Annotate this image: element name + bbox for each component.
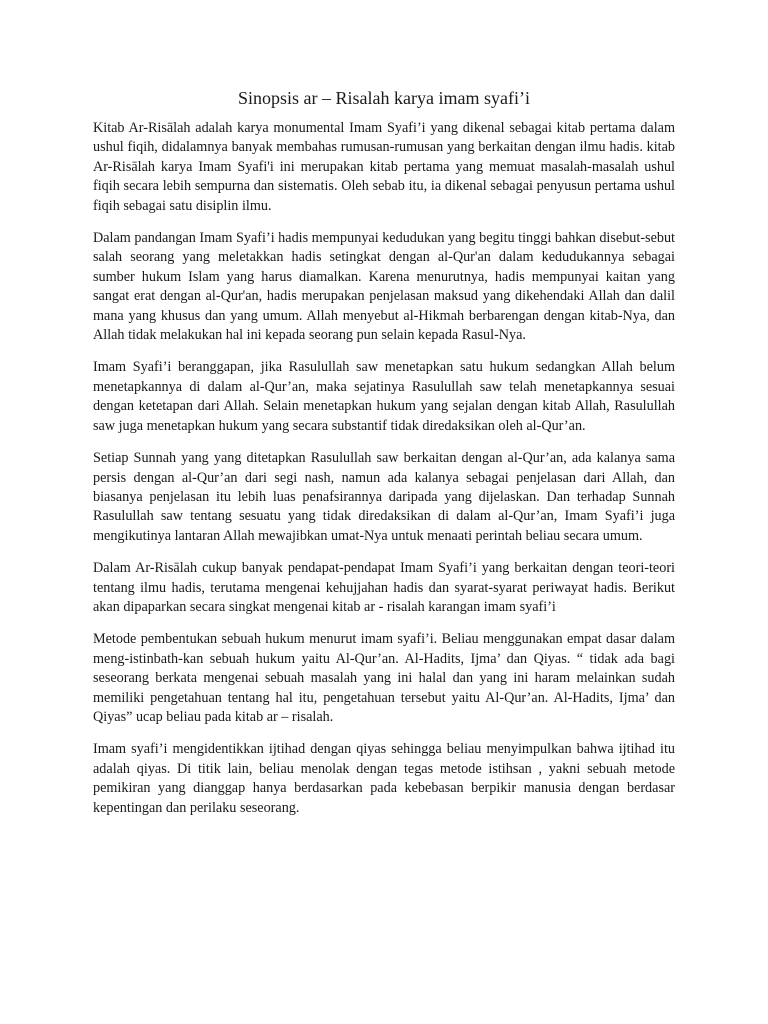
document-title: Sinopsis ar – Risalah karya imam syafi’i [238,88,530,108]
paragraph-2: Dalam pandangan Imam Syafi’i hadis mempunyai kedudukan yang begitu tinggi bahkan disebut-sebut salah seorang yang meletakkan hadis setingkat dengan al-Qur'an dalam kedudukannya sebagai sumber hukum Islam yang harus diamalkan. Karena menurutnya, hadis mempunyai kaitan yang sangat erat dengan al-Qur'an, hadis merupakan penjelasan maksud yang dikehendaki Allah dan dalil mana yang khusus dan yang umum. Allah menyebut al-Hikmah berbarengan dengan kitab-Nya, dan Allah tidak melakukan hal ini kepada seorang pun selain kepada Rasul-Nya. [93,230,675,344]
paragraph-5: Dalam Ar-Risālah cukup banyak pendapat-pendapat Imam Syafi’i yang berkaitan dengan teori-teori tentang ilmu hadis, terutama mengenai kehujjahan hadis dan syarat-syarat periwayat hadis. Berikut akan dipaparkan secara singkat mengenai kitab ar - risalah karangan imam syafi’i [93,560,675,615]
paragraph-3: Imam Syafi’i beranggapan, jika Rasulullah saw menetapkan satu hukum sedangkan Allah belum menetapkannya di dalam al-Qur’an, maka sejatinya Rasulullah saw telah menetapkannya sesuai dengan ketetapan dari Allah. Selain menetapkan hukum yang sejalan dengan kitab Allah, Rasulullah saw juga menetapkan hukum yang secara substantif tidak diredaksikan oleh al-Qur’an. [93,359,675,434]
document-page [93,86,675,831]
paragraph-4: Setiap Sunnah yang yang ditetapkan Rasulullah saw berkaitan dengan al-Qur’an, ada kalanya sama persis dengan al-Qur’an dari segi nash, namun ada kalanya sebagai penjelasan dari Allah, dan biasanya penjelasan itu lebih luas penafsirannya daripada yang dijelaskan. Dan terhadap Sunnah Rasulullah saw tentang sesuatu yang tidak diredaksikan di dalam al-Qur’an, Imam Syafi’i juga mengikutinya lantaran Allah mewajibkan umat-Nya untuk menaati perintah beliau secara umum. [93,450,675,544]
paragraph-6: Metode pembentukan sebuah hukum menurut imam syafi’i. Beliau menggunakan empat dasar dalam meng-istinbath-kan sebuah hukum yaitu Al-Qur’an. Al-Hadits, Ijma’ dan Qiyas. “ tidak ada bagi seseorang berkata mengenai sebuah masalah yang ini halal dan yang ini haram melainkan sudah memiliki pengetahuan tentang hal itu, pengetahuan tersebut yaitu Al-Qur’an. Al-Hadits, Ijma’ dan Qiyas” ucap beliau pada kitab ar – risalah. [93,631,675,725]
paragraph-1: Kitab Ar-Risālah adalah karya monumental Imam Syafi’i yang dikenal sebagai kitab pertama dalam ushul fiqih, didalamnya banyak membahas rumusan-rumusan yang berkaitan dengan ilmu hadis. kitab Ar-Risālah karya Imam Syafi'i ini merupakan kitab pertama yang memuat masalah-masalah ushul fiqih secara lebih sempurna dan sistematis. Oleh sebab itu, ia dikenal sebagai penyusun pertama ushul fiqih sebagai satu disiplin ilmu. [93,120,675,214]
paragraph-7: Imam syafi’i mengidentikkan ijtihad dengan qiyas sehingga beliau menyimpulkan bahwa ijtihad itu adalah qiyas. Di titik lain, beliau menolak dengan tegas metode istihsan , yakni sebuah metode pemikiran yang dianggap hanya berdasarkan pada kebebasan berpikir manusia dengan berdasar kepentingan dan perilaku seseorang. [93,741,675,816]
